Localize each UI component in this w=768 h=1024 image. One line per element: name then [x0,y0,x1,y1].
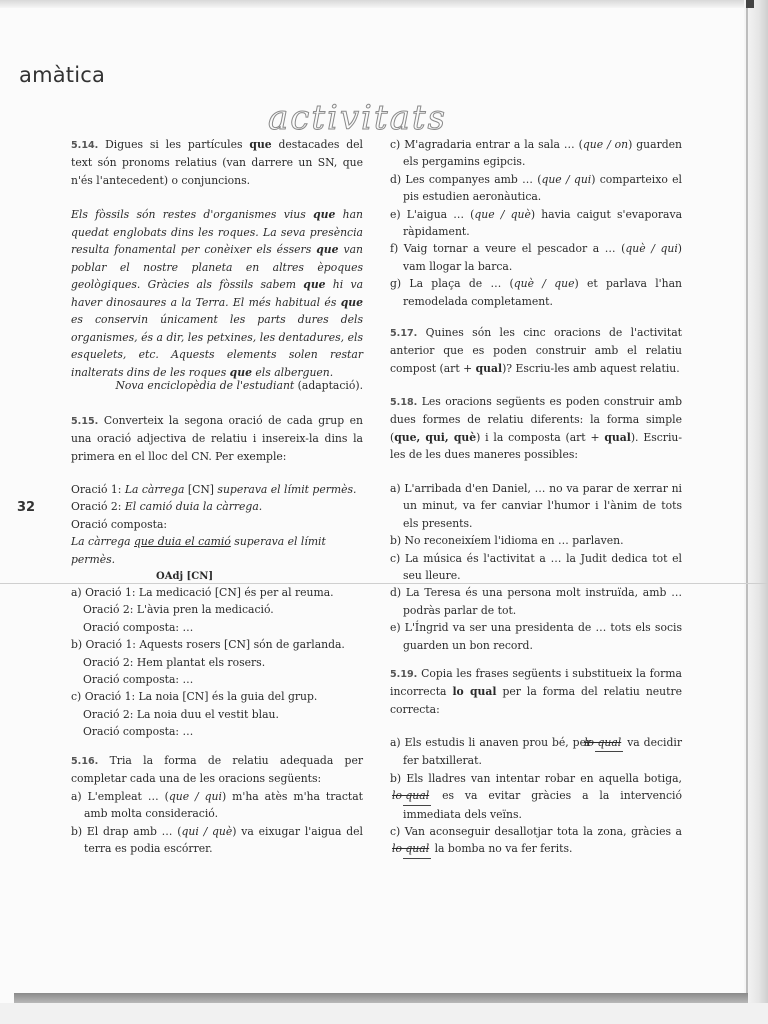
list-item: Oració composta: … [83,673,194,687]
list-item: Oració composta: … [83,620,194,634]
example-compound-label: Oració composta: [71,517,168,531]
scan-right-line [746,0,748,1024]
page-number: 32 [17,500,36,515]
list-item: c) M'agradaria entrar a la sala … (que / on) guarden els pergamins egipcis. [390,138,682,169]
list-item: b) El drap amb … (qui / què) va eixugar l'aigua del terra es podia escórrer. [71,824,363,856]
list-item: a) L'empleat … (que / qui) m'ha atès m'ha tractat amb molta consideració. [71,789,363,821]
exercise-5-18-items [390,480,682,654]
list-item: g) La plaça de … (què / que) et parlava l'han remodelada completament. [390,277,682,308]
exercise-5-14-passage: Els fòssils són restes d'organismes vius que han quedat englobats dins les roques. La seva presència resulta fonamental per conèixer els éssers que van poblar el nostre planeta en altres èpoques geològiques. Gràcies als fòssils sabem que hi va haver dinosaures a la Terra. El més habitual és que es conservin únicament les parts dures dels organismes, és a dir, les petxines, les dentadures, els esquelets, etc. Aquests elements solen restar inalterats dins de les roques que els alberguen. [71,208,364,379]
exercise-5-19-items [390,734,682,859]
list-item: a) Oració 1: La medicació [CN] és per al reuma. [71,586,334,599]
scan-top-edge [0,0,768,8]
exercise-5-18 [390,393,682,464]
list-item: b) Oració 1: Aquests rosers [CN] són de garlanda. [71,638,345,652]
list-item: e) L'aigua … (que / què) havia caigut s'evaporava ràpidament. [390,207,682,239]
list-item: d) Les companyes amb … (que / qui) comparteixo el pis estudien aeronàutica. [390,172,682,204]
exercise-5-19: 5.19. Copia les frases següents i substitueix la forma incorrecta lo qual per la forma del relatiu neutre correcta: [390,667,683,716]
scan-bottom-edge [14,993,748,1003]
left-column [71,136,363,189]
exercise-5-16-continued [390,136,682,310]
list-item: c) Van aconseguir desallotjar tota la zona, gràcies a lo qual la bomba no va fer ferits. [390,823,682,859]
scan-bottom-margin [0,1003,768,1024]
exercise-5-17: 5.17. Quines són les cinc oracions de l'activitat anterior que es poden construir amb el relatiu compost (art + qual)? Escriu-les amb aquest relatiu. [390,326,682,375]
section-title: activitats [268,98,447,138]
exercise-5-18-prompt: 5.18. Les oracions següents es poden construir amb dues formes de relatiu diferents: la forma simple (que, qui, què) i la composta (art + qual). Escriu-les de les dues maneres possibles: [390,395,683,462]
page-header-title: amàtica [19,63,106,87]
list-item: Oració 2: L'àvia pren la medicació. [83,603,274,617]
example-sentence-2: Oració 2: El camió duia la càrrega. [71,500,263,514]
list-item: Oració 2: La noia duu el vestit blau. [83,707,279,721]
exercise-5-16-prompt: 5.16. Tria la forma de relatiu adequada per completar cada una de les oracions següents: [71,754,363,786]
example-oadj-tag: OAdj [CN] [156,571,214,583]
example-compound-sentence: La càrrega que duia el camió superava el límit permès. [71,535,326,566]
exercise-5-15-example [71,481,363,585]
list-item: f) Vaig tornar a veure el pescador a … (què / qui) vam llogar la barca. [390,242,683,273]
list-item: b) Els lladres van intentar robar en aquella botiga, lo qual es va evitar gràcies a la intervenció immediata dels veïns. [390,771,682,821]
list-item: Oració composta: … [83,725,194,739]
list-item: c) La música és l'activitat a … la Judit dedica tot el seu lleure. [390,551,682,583]
list-item: b) No reconeixíem l'idioma en … parlaven. [390,534,624,548]
exercise-5-16 [71,752,363,857]
passage-source: Nova enciclopèdia de l'estudiant (adaptació). [115,379,363,392]
list-item: e) L'Íngrid va ser una presidenta de … tots els socis guarden un bon record. [390,621,682,652]
scan-corner-mark [746,0,754,8]
exercise-5-14-prompt: 5.14. Digues si les partícules que destacades del text són pronoms relatius (van darrere un SN, que n'és l'antecedent) o conjuncions. [71,138,364,187]
scan-right-edge [744,0,768,1024]
list-item: d) La Teresa és una persona molt instruïda, amb … podràs parlar de tot. [390,586,682,617]
crossed-out-lo-qual: lo qual [403,787,431,805]
list-item: Oració 2: Hem plantat els rosers. [83,655,266,669]
list-item: a) L'arribada d'en Daniel, … no va parar de xerrar ni un minut, va fer canviar l'humor i l'ànim de tots els presents. [390,482,682,530]
crossed-out-lo-qual: lo qual [595,734,623,752]
list-item: c) Oració 1: La noia [CN] és la guia del grup. [71,690,318,704]
exercise-5-15-prompt: 5.15. Converteix la segona oració de cada grup en una oració adjectiva de relatiu i insereix-la dins la primera en el lloc del CN. Per exemple: [71,414,363,463]
example-sentence-1: Oració 1: La càrrega [CN] superava el límit permès. [71,483,357,496]
list-item: a) Els estudis li anaven prou bé, per lo qual va decidir fer batxillerat. [390,736,682,768]
crossed-out-lo-qual: lo qual [403,840,431,858]
exercise-5-15-items [71,584,363,741]
